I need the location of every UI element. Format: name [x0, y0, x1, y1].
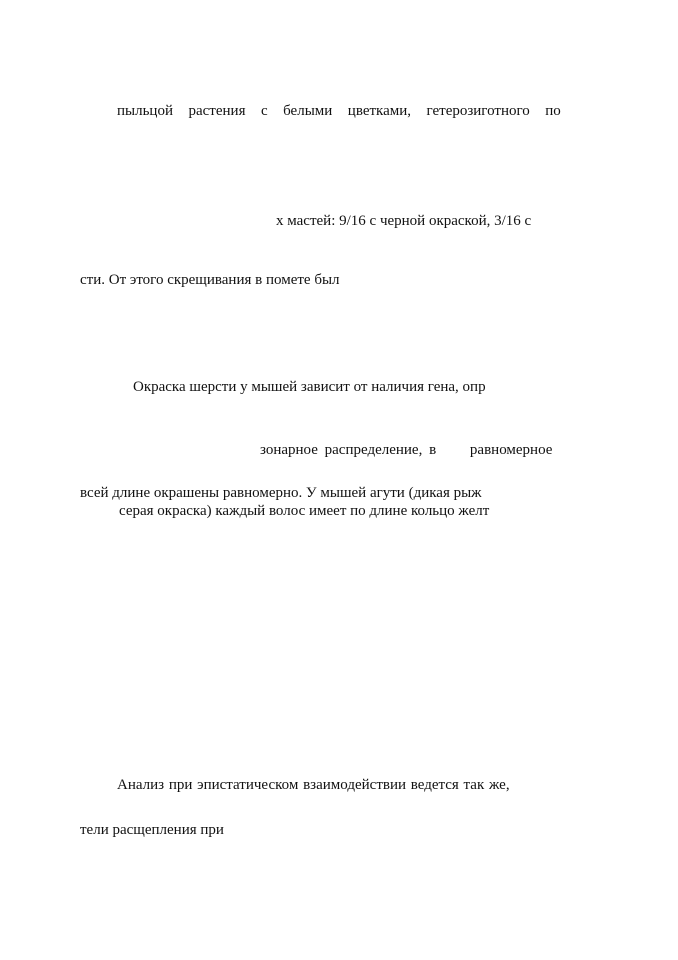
text-line-1: пыльцой растения с белыми цветками, гетерозиготного по: [117, 103, 561, 119]
text-line-9: тели расщепления при: [80, 822, 224, 838]
text-line-4: Окраска шерсти у мышей зависит от наличия гена, опр: [133, 379, 486, 395]
text-line-7: серая окраска) каждый волос имеет по длине кольцо желт: [119, 503, 490, 519]
text-line-6: всей длине окрашены равномерно. У мышей агути (дикая рыж: [80, 485, 482, 501]
text-line-5: зонарное распределение, в равномерное: [260, 442, 553, 458]
text-line-2: х мастей: 9/16 с черной окраской, 3/16 с: [276, 213, 532, 229]
text-line-8: Анализ при эпистатическом взаимодействии ведется так же,: [117, 777, 510, 793]
text-line-3: сти. От этого скрещивания в помете был: [80, 272, 340, 288]
